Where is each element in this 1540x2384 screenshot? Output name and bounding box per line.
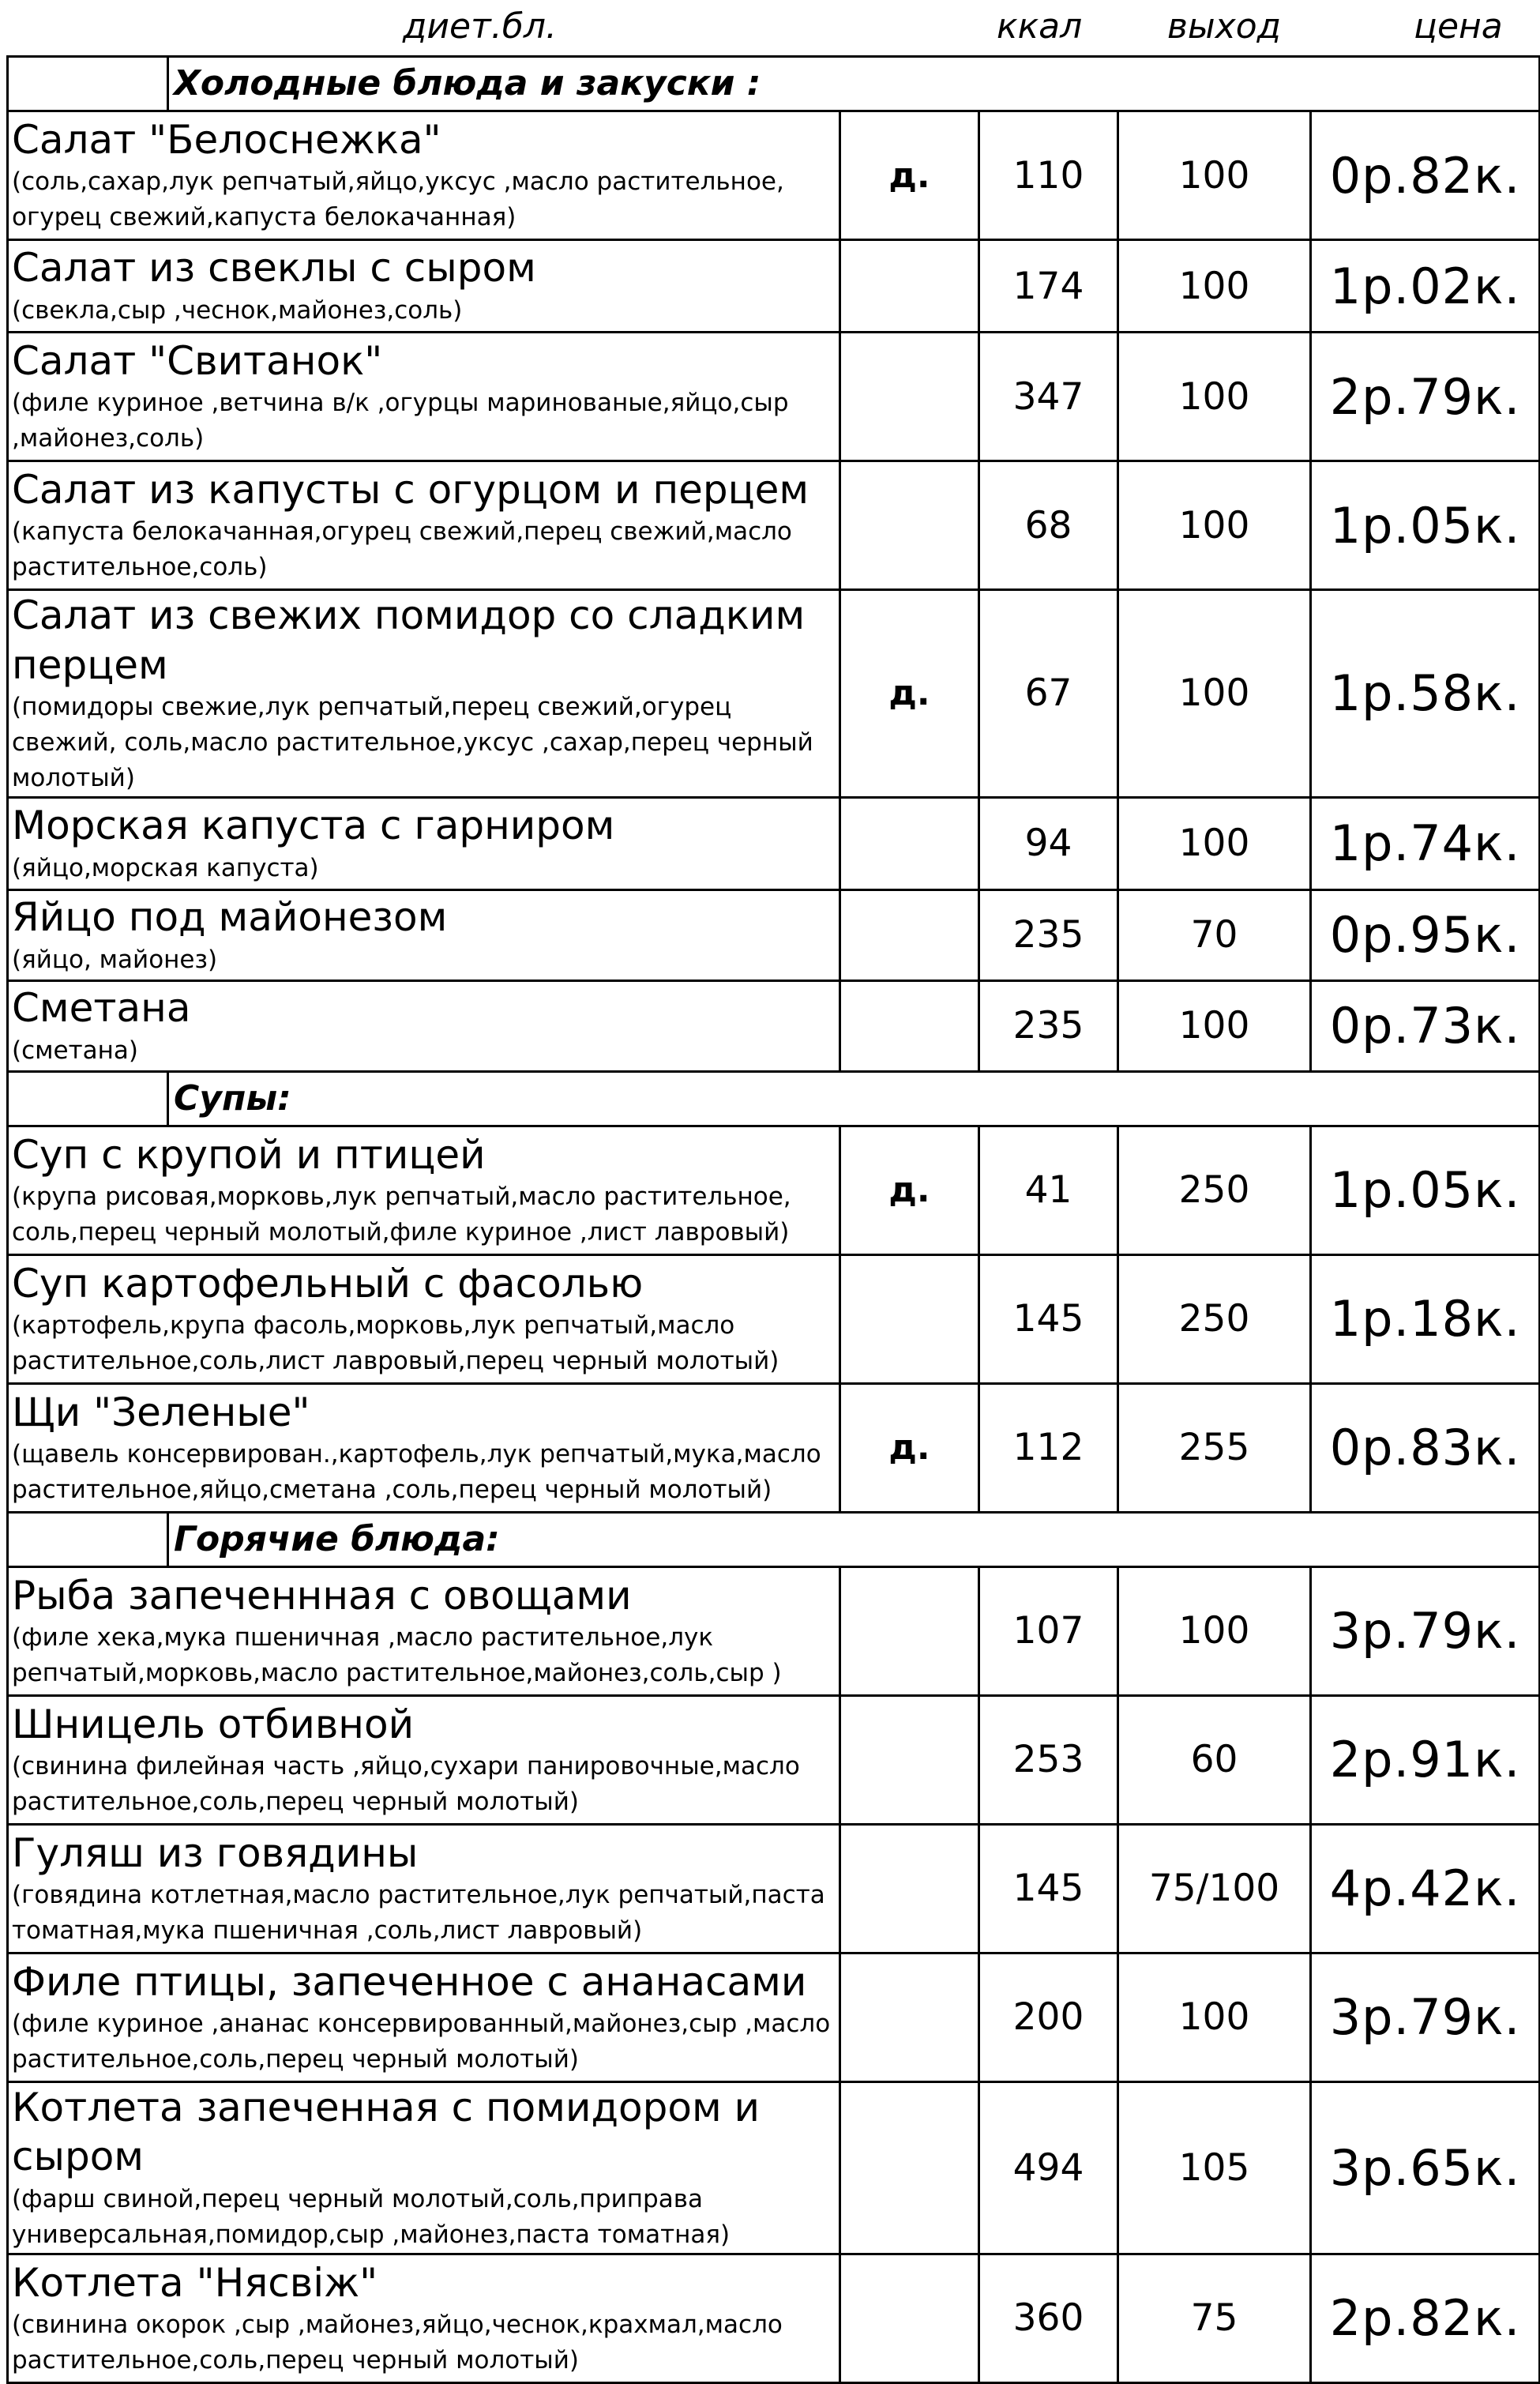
dish-cell: [8, 1824, 840, 1953]
section-header-row: [8, 1071, 1540, 1126]
dish-row: [8, 590, 1540, 798]
dish-name: Морская капуста с гарниром: [12, 803, 615, 849]
output-value: 100: [1118, 797, 1311, 889]
dish-row: [8, 797, 1540, 889]
output-value: 100: [1118, 980, 1311, 1071]
section-title: Супы:: [174, 1077, 291, 1119]
price-value: 1р.05к.: [1311, 1126, 1540, 1254]
dish-row: [8, 1566, 1540, 1695]
dish-ingredients: (соль,сахар,лук репчатый,яйцо,уксус ,масло растительное, огурец свежий,капуста белокачанная): [12, 167, 784, 232]
dish-name: Суп картофельный с фасолью: [12, 1260, 644, 1307]
diet-mark: [840, 1953, 979, 2081]
diet-mark: [840, 980, 979, 1071]
kcal-value: 41: [979, 1126, 1118, 1254]
dish-row: [8, 2081, 1540, 2254]
output-value: 255: [1118, 1383, 1311, 1512]
dish-name: Филе птицы, запеченное с ананасами: [12, 1958, 807, 2005]
dish-name: Рыба запеченнная с овощами: [12, 1572, 632, 1619]
section-header-cell: [8, 1071, 1540, 1126]
output-value: 100: [1118, 111, 1311, 240]
dish-ingredients: (помидоры свежие,лук репчатый,перец свежий,огурец свежий, соль,масло растительное,уксус ,сахар,перец черный молотый): [12, 693, 813, 792]
dish-ingredients: (говядина котлетная,масло растительное,лук репчатый,паста томатная,мука пшеничная ,соль,лист лавровый): [12, 1881, 825, 1946]
dish-name: Котлета "Нясвіж": [12, 2259, 378, 2306]
diet-mark: [840, 1695, 979, 1824]
kcal-value: 67: [979, 590, 1118, 798]
dish-cell: [8, 111, 840, 240]
dish-ingredients: (филе куриное ,ветчина в/к ,огурцы маринованые,яйцо,сыр ,майонез,соль): [12, 389, 789, 453]
dish-row: [8, 1953, 1540, 2081]
kcal-value: 347: [979, 333, 1118, 461]
output-value: 100: [1118, 240, 1311, 333]
section-header-cell: [8, 57, 1540, 111]
dish-ingredients: (филе хека,мука пшеничная ,масло растительное,лук репчатый,морковь,масло растительное,майонез,соль,сыр ): [12, 1623, 782, 1688]
output-value: 250: [1118, 1126, 1311, 1254]
dish-row: [8, 1695, 1540, 1824]
dish-row: [8, 889, 1540, 980]
dish-cell: [8, 333, 840, 461]
dish-name: Салат "Белоснежка": [12, 116, 441, 163]
dish-row: [8, 333, 1540, 461]
price-value: 1р.58к.: [1311, 590, 1540, 798]
dish-name: Суп с крупой и птицей: [12, 1131, 486, 1178]
dish-ingredients: (яйцо, майонез): [12, 945, 218, 974]
dish-row: [8, 980, 1540, 1071]
dish-cell: [8, 1953, 840, 2081]
header-price: цена: [1414, 6, 1503, 47]
dish-row: [8, 2254, 1540, 2382]
dish-ingredients: (свинина окорок ,сыр ,майонез,яйцо,чеснок,крахмал,масло растительное,соль,перец черный молотый): [12, 2311, 783, 2375]
header-diet: диет.бл.: [403, 6, 557, 47]
dish-name: Гуляш из говядины: [12, 1829, 419, 1876]
dish-cell: [8, 797, 840, 889]
output-value: 100: [1118, 461, 1311, 590]
section-spacer: [9, 1073, 169, 1125]
diet-mark: [840, 461, 979, 590]
kcal-value: 145: [979, 1254, 1118, 1383]
dish-row: [8, 461, 1540, 590]
kcal-value: 360: [979, 2254, 1118, 2382]
output-value: 75/100: [1118, 1824, 1311, 1953]
output-value: 70: [1118, 889, 1311, 980]
kcal-value: 200: [979, 1953, 1118, 2081]
diet-mark: д.: [840, 1126, 979, 1254]
dish-cell: [8, 2254, 840, 2382]
dish-row: [8, 1383, 1540, 1512]
dish-cell: [8, 2081, 840, 2254]
price-value: 0р.95к.: [1311, 889, 1540, 980]
kcal-value: 107: [979, 1566, 1118, 1695]
diet-mark: д.: [840, 590, 979, 798]
price-value: 0р.82к.: [1311, 111, 1540, 240]
price-value: 4р.42к.: [1311, 1824, 1540, 1953]
section-header-row: [8, 1512, 1540, 1566]
kcal-value: 110: [979, 111, 1118, 240]
dish-cell: [8, 1126, 840, 1254]
price-value: 1р.02к.: [1311, 240, 1540, 333]
dish-ingredients: (капуста белокачанная,огурец свежий,перец свежий,масло растительное,соль): [12, 517, 792, 582]
dish-row: [8, 1126, 1540, 1254]
dish-row: [8, 1254, 1540, 1383]
kcal-value: 253: [979, 1695, 1118, 1824]
price-value: 3р.79к.: [1311, 1953, 1540, 2081]
dish-ingredients: (картофель,крупа фасоль,морковь,лук репчатый,масло растительное,соль,лист лавровый,перец черный молотый): [12, 1311, 779, 1376]
kcal-value: 145: [979, 1824, 1118, 1953]
price-value: 3р.65к.: [1311, 2081, 1540, 2254]
dish-cell: [8, 461, 840, 590]
dish-name: Салат "Свитанок": [12, 337, 383, 384]
header-output: выход: [1167, 6, 1282, 47]
output-value: 100: [1118, 333, 1311, 461]
diet-mark: д.: [840, 1383, 979, 1512]
dish-ingredients: (свекла,сыр ,чеснок,майонез,соль): [12, 295, 463, 325]
output-value: 105: [1118, 2081, 1311, 2254]
dish-row: [8, 111, 1540, 240]
dish-cell: [8, 1695, 840, 1824]
kcal-value: 494: [979, 2081, 1118, 2254]
output-value: 100: [1118, 1566, 1311, 1695]
kcal-value: 174: [979, 240, 1118, 333]
dish-ingredients: (сметана): [12, 1036, 139, 1065]
dish-cell: [8, 240, 840, 333]
dish-name: Котлета запеченная с помидором и сыром: [12, 2084, 761, 2180]
dish-ingredients: (филе куриное ,ананас консервированный,майонез,сыр ,масло растительное,соль,перец черный молотый): [12, 2010, 831, 2074]
dish-cell: [8, 1383, 840, 1512]
price-value: 1р.18к.: [1311, 1254, 1540, 1383]
output-value: 75: [1118, 2254, 1311, 2382]
diet-mark: [840, 797, 979, 889]
header-kcal: ккал: [997, 6, 1083, 47]
dish-cell: [8, 980, 840, 1071]
menu-table: [6, 55, 1540, 2384]
dish-ingredients: (фарш свиной,перец черный молотый,соль,приправа универсальная,помидор,сыр ,майонез,паста томатная): [12, 2184, 731, 2249]
dish-name: Шницель отбивной: [12, 1701, 415, 1747]
section-title: Горячие блюда:: [174, 1518, 500, 1559]
section-title: Холодные блюда и закуски :: [174, 63, 761, 103]
price-value: 2р.91к.: [1311, 1695, 1540, 1824]
price-value: 2р.79к.: [1311, 333, 1540, 461]
section-header-cell: [8, 1512, 1540, 1566]
section-spacer: [9, 58, 169, 110]
dish-name: Салат из свежих помидор со сладким перцем: [12, 592, 806, 688]
diet-mark: [840, 333, 979, 461]
kcal-value: 68: [979, 461, 1118, 590]
output-value: 100: [1118, 590, 1311, 798]
dish-name: Щи "Зеленые": [12, 1389, 310, 1435]
kcal-value: 112: [979, 1383, 1118, 1512]
diet-mark: [840, 1254, 979, 1383]
diet-mark: [840, 240, 979, 333]
diet-mark: [840, 1566, 979, 1695]
price-value: 0р.73к.: [1311, 980, 1540, 1071]
price-value: 2р.82к.: [1311, 2254, 1540, 2382]
column-header-row: [0, 0, 1540, 54]
diet-mark: [840, 2081, 979, 2254]
dish-row: [8, 1824, 1540, 1953]
dish-ingredients: (крупа рисовая,морковь,лук репчатый,масло растительное, соль,перец черный молотый,филе куриное ,лист лавровый): [12, 1183, 791, 1247]
dish-cell: [8, 889, 840, 980]
dish-name: Сметана: [12, 985, 191, 1032]
diet-mark: д.: [840, 111, 979, 240]
dish-name: Яйцо под майонезом: [12, 894, 448, 941]
price-value: 3р.79к.: [1311, 1566, 1540, 1695]
output-value: 100: [1118, 1953, 1311, 2081]
kcal-value: 94: [979, 797, 1118, 889]
dish-cell: [8, 590, 840, 798]
price-value: 1р.05к.: [1311, 461, 1540, 590]
kcal-value: 235: [979, 889, 1118, 980]
section-spacer: [9, 1514, 169, 1566]
dish-row: [8, 240, 1540, 333]
price-value: 0р.83к.: [1311, 1383, 1540, 1512]
dish-name: Салат из свеклы с сыром: [12, 245, 536, 291]
dish-ingredients: (яйцо,морская капуста): [12, 853, 319, 882]
price-value: 1р.74к.: [1311, 797, 1540, 889]
output-value: 250: [1118, 1254, 1311, 1383]
dish-ingredients: (щавель консервирован.,картофель,лук репчатый,мука,масло растительное,яйцо,сметана ,соль,перец черный молотый): [12, 1440, 821, 1505]
kcal-value: 235: [979, 980, 1118, 1071]
dish-cell: [8, 1254, 840, 1383]
dish-name: Салат из капусты с огурцом и перцем: [12, 466, 809, 513]
diet-mark: [840, 1824, 979, 1953]
dish-ingredients: (свинина филейная часть ,яйцо,сухари панировочные,масло растительное,соль,перец черный молотый): [12, 1752, 800, 1817]
diet-mark: [840, 2254, 979, 2382]
output-value: 60: [1118, 1695, 1311, 1824]
section-header-row: [8, 57, 1540, 111]
dish-cell: [8, 1566, 840, 1695]
diet-mark: [840, 889, 979, 980]
